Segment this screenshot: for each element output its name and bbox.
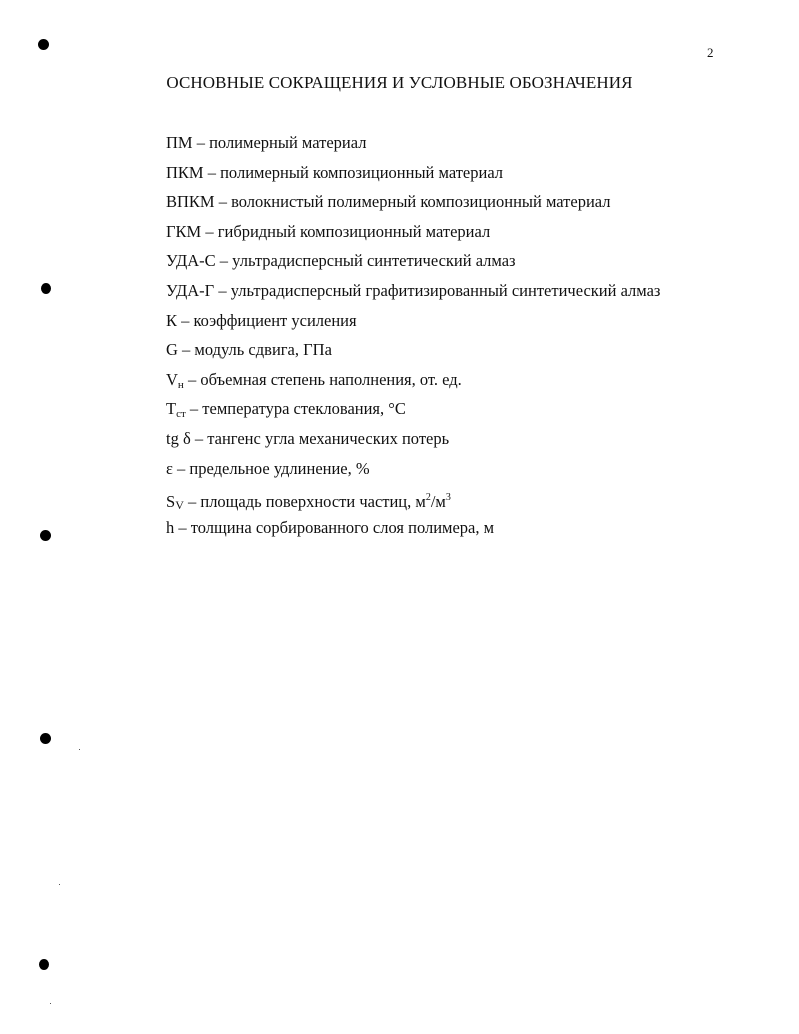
punch-hole-mark (38, 39, 49, 50)
entry-text: – площадь поверхности частиц, м (183, 492, 426, 512)
entry-symbol: T (166, 399, 177, 419)
page-number: 2 (707, 45, 714, 60)
punch-hole-mark (40, 530, 51, 541)
entry-text: h – толщина сорбированного слоя полимера, м (166, 517, 495, 537)
abbreviation-entry (166, 309, 660, 339)
entry-text-middle: /м (430, 492, 446, 512)
entry-text: – объемная степень наполнения, от. ед. (183, 369, 462, 389)
abbreviation-list (166, 131, 660, 545)
abbreviation-entry (166, 368, 660, 398)
abbreviation-entry (166, 161, 660, 191)
abbreviation-entry (166, 427, 660, 457)
scan-speck (59, 884, 60, 885)
entry-text: ВПКМ – волокнистый полимерный композиционный материал (166, 192, 611, 212)
abbreviation-entry (166, 338, 660, 368)
abbreviation-entry (166, 249, 660, 279)
scan-speck (79, 749, 80, 750)
page-title: ОСНОВНЫЕ СОКРАЩЕНИЯ И УСЛОВНЫЕ ОБОЗНАЧЕНИЯ (166, 73, 633, 92)
abbreviation-entry (166, 457, 660, 487)
entry-text: – температура стеклования, °С (185, 399, 406, 419)
abbreviation-entry (166, 397, 660, 427)
punch-hole-mark (39, 959, 49, 970)
entry-symbol: S (166, 492, 176, 512)
abbreviation-entry (166, 279, 660, 309)
entry-text: ε – предельное удлинение, % (166, 458, 370, 478)
entry-subscript: V (175, 498, 184, 513)
abbreviation-entry (166, 190, 660, 220)
entry-subscript: ст (176, 408, 186, 421)
entry-superscript: 2 (425, 492, 431, 504)
entry-superscript: 3 (445, 492, 451, 504)
entry-subscript: н (177, 378, 184, 391)
entry-text: tg δ – тангенс угла механических потерь (166, 428, 450, 448)
punch-hole-mark (40, 733, 51, 744)
abbreviation-entry (166, 486, 660, 516)
entry-text: ПМ – полимерный материал (166, 133, 367, 152)
entry-text: G – модуль сдвига, ГПа (166, 340, 332, 360)
entry-text: УДА-С – ультрадисперсный синтетический алмаз (166, 251, 516, 271)
entry-text: ГКМ – гибридный композиционный материал (166, 221, 491, 241)
abbreviation-entry (166, 516, 660, 546)
scan-speck (50, 1003, 51, 1004)
punch-hole-mark (41, 283, 51, 294)
entry-symbol: V (166, 369, 178, 389)
entry-text: ПКМ – полимерный композиционный материал (166, 162, 504, 182)
entry-text: УДА-Г – ультрадисперсный графитизированный синтетический алмаз (166, 280, 661, 300)
abbreviation-entry (166, 220, 660, 250)
entry-text: К – коэффициент усиления (166, 310, 357, 330)
abbreviation-entry (166, 131, 660, 161)
